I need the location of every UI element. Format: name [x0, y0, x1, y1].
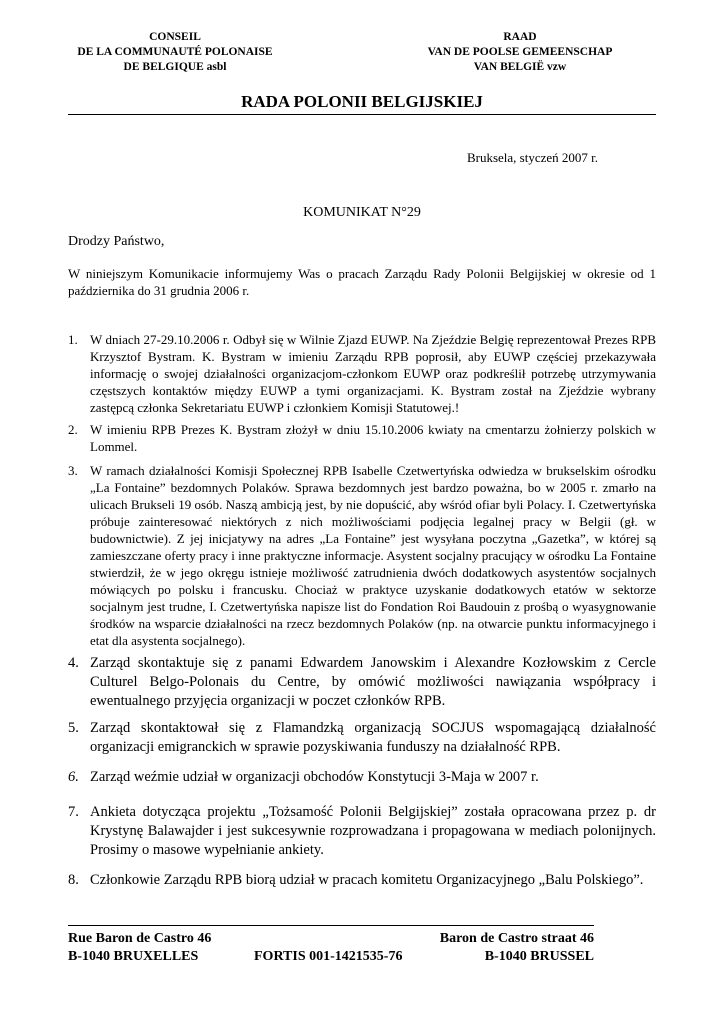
footer-address-street: Baron de Castro straat 46	[439, 931, 594, 946]
list-item-text: W dniach 27-29.10.2006 r. Odbył się w Wilnie Zjazd EUWP. Na Zjeździe Belgię reprezentował Prezes RPB Krzysztof Bystram. K. Bystram w imieniu Zarządu RPB poprosił, aby EUWP częściej przekazywała informację o swojej działalności organizacjom-członkom EUWP oraz podkreślił potrzebę utrzymywania częstszych kontaktów między EUWP a tymi organizacjami. K. Bystram został na Zjeździe wybrany zastępcą członka Sekretariatu EUWP i członkiem Komisji Statutowej.!	[90, 332, 656, 415]
greeting: Drodzy Państwo,	[68, 234, 165, 249]
list-item-text: Zarząd skontaktuje się z panami Edwardem Janowskim i Alexandre Kozłowskim z Cercle Culturel Belgo-Polonais du Centre, by omówić możliwości nawiązania współpracy i ewentualnego przyjęcia organizacji w poczet członków RPB.	[90, 655, 656, 709]
header-left-line: CONSEIL	[149, 31, 201, 43]
list-item-number: 5.	[68, 720, 79, 736]
footer-address-street: Rue Baron de Castro 46	[68, 931, 212, 946]
list-item-number: 3.	[68, 463, 78, 478]
list-item-number: 8.	[68, 872, 79, 888]
list-item-number: 6.	[68, 769, 79, 785]
list-item-number: 1.	[68, 332, 78, 347]
header-left-line: DE BELGIQUE asbl	[123, 61, 227, 73]
list-item-text: W imieniu RPB Prezes K. Bystram złożył w dniu 15.10.2006 kwiaty na cmentarzu żołnierzy polskich w Lommel.	[90, 422, 656, 454]
intro-paragraph: W niniejszym Komunikacie informujemy Was o pracach Zarządu Rady Polonii Belgijskiej w okresie od 1 października do 31 grudnia 2006 r.	[68, 266, 656, 298]
list-item-text: Zarząd skontaktował się z Flamandzką organizacją SOCJUS wspomagającą działalność organizacji emigranckich w sprawie pozyskiwania funduszy na działalność RPB.	[90, 720, 656, 755]
footer-left	[68, 930, 211, 966]
document-date: Bruksela, styczeń 2007 r.	[466, 150, 598, 165]
footer-address-city: B-1040 BRUXELLES	[68, 949, 199, 964]
list-item-text: Zarząd weźmie udział w organizacji obchodów Konstytucji 3-Maja w 2007 r.	[90, 769, 539, 785]
footer-address-city: B-1040 BRUSSEL	[484, 949, 594, 964]
list-item-number: 2.	[68, 422, 78, 437]
organization-title: RADA POLONII BELGIJSKIEJ	[241, 92, 483, 111]
footer-bank-account: FORTIS 001-1421535-76	[254, 949, 403, 964]
document-heading: KOMUNIKAT N°29	[303, 205, 421, 220]
header-left-line: DE LA COMMUNAUTÉ POLONAISE	[77, 46, 273, 58]
header-divider	[68, 114, 656, 115]
header-left	[60, 30, 290, 75]
footer-divider	[68, 925, 594, 926]
list-item-number: 7.	[68, 804, 79, 820]
footer-right	[394, 930, 594, 966]
list-item-text: W ramach działalności Komisji Społecznej RPB Isabelle Czetwertyńska odwiedza w brukselskim ośrodku „La Fontaine” bezdomnych Polaków. Sprawa bezdomnych jest bardzo poważna, bo w 2005 r. zmarło na ulicach Brukseli 19 osób. Naszą ambicją jest, by nie dopuścić, aby wśród ofiar byli Polacy. I. Czetwertyńska próbuje zainteresować niektórych z nich możliwościami podjęcia legalnej pracy w Belgii (gł. w budownictwie). Z jej inicjatywy na adres „La Fontaine” jest wysyłana poczytna „Gazetka”, w której są zamieszczane oferty pracy i inne praktyczne informacje. Asystent socjalny pracujący w ośrodku La Fontaine stwierdził, że w jego okręgu istnieje możliwość zatrudnienia dwóch dodatkowych asystentów socjalnych mówiących po polsku i francusku. Chociaż w praktyce uzyskanie dodatkowych etatów w sektorze socjalnym jest trudne, I. Czetwertyńska napisze list do Fondation Roi Baudouin z prośbą o wyasygnowanie środków na wsparcie działalności na rzecz bezdomnych Polaków (np. na otwarcie punktu informacyjnego i etat dla asystenta socjalnego).	[90, 463, 656, 648]
list-item-number: 4.	[68, 655, 79, 671]
list-item-text: Ankieta dotycząca projektu „Tożsamość Polonii Belgijskiej” została opracowana przez p. dr Krystynę Balawajder i jest sukcesywnie rozprowadzana i propagowana w mediach polonijnych. Prosimy o masowe wypełnianie ankiety.	[90, 804, 656, 858]
header-right	[388, 30, 652, 75]
header-right-line: RAAD	[503, 31, 537, 43]
header-right-line: VAN DE POOLSE GEMEENSCHAP	[427, 46, 613, 58]
header-right-line: VAN BELGIË vzw	[473, 61, 567, 73]
list-item-text: Członkowie Zarządu RPB biorą udział w pracach komitetu Organizacyjnego „Balu Polskiego”.	[90, 872, 644, 888]
